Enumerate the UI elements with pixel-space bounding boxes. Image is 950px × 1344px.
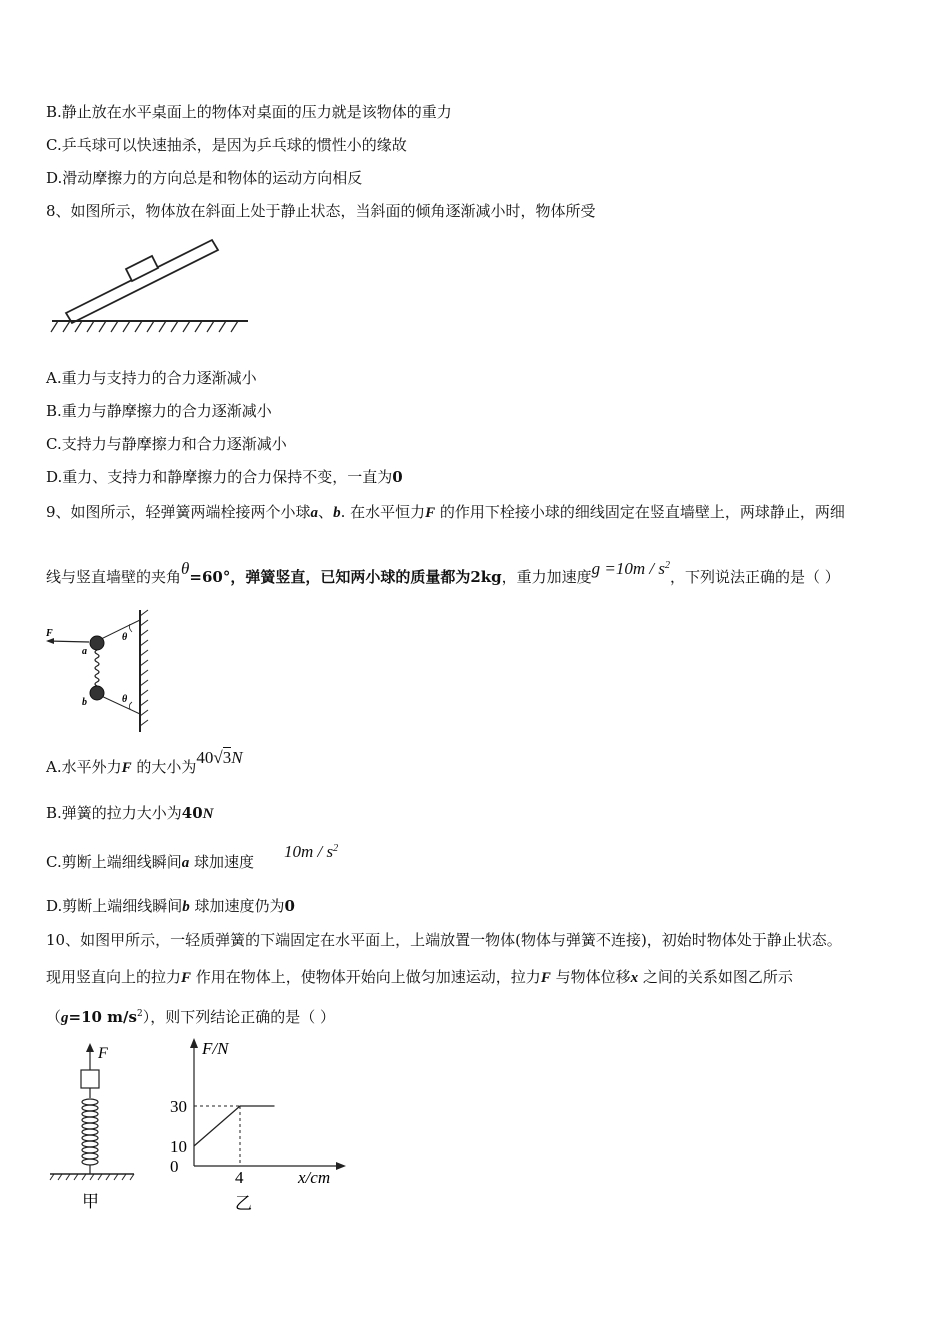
q8-option-c: C.支持力与静摩擦力和合力逐渐减小 — [46, 435, 287, 453]
incline-figure — [48, 236, 254, 336]
x-axis-label: x/cm — [298, 1168, 331, 1187]
yi-caption: 乙 — [235, 1194, 252, 1213]
y-tick-label: 0 — [170, 1157, 179, 1176]
q8-option-b: B.重力与静摩擦力的合力逐渐减小 — [46, 402, 272, 420]
q7-option-d: D.滑动摩擦力的方向总是和物体的运动方向相反 — [46, 169, 363, 187]
q10-stem-line2: 现用竖直向上的拉力F 作用在物体上，使物体开始向上做匀加速运动，拉力F 与物体位移x 之间的关系如图乙所示 — [46, 968, 793, 986]
q9-option-b: B.弹簧的拉力大小为40N — [46, 804, 214, 822]
spring-balls-figure — [40, 606, 160, 736]
q9-stem-line1: 9、如图所示，轻弹簧两端栓接两个小球a、b. 在水平恒力F 的作用下栓接小球的细线固定在竖直墙壁上，两球静止，两细 — [46, 503, 845, 521]
y-axis-label: F/N — [202, 1039, 229, 1058]
q7-option-b: B.静止放在水平桌面上的物体对桌面的压力就是该物体的重力 — [46, 103, 452, 121]
fig-label-theta-bottom: θ — [122, 694, 128, 705]
fig-label-b: b — [82, 697, 87, 708]
q9-option-c: C.剪断上端细线瞬间a 球加速度$10m / s^2$ — [46, 842, 339, 871]
x-tick-label: 4 — [235, 1168, 244, 1187]
q8-option-d: D.重力、支持力和静摩擦力的合力保持不变，一直为0 — [46, 468, 403, 486]
q9-stem-line2: 线与竖直墙壁的夹角θ=60°，弹簧竖直，已知两小球的质量都为2kg，重力加速度$g =10m / s^2$，下列说法正确的是（ ） — [46, 559, 840, 586]
q8-option-a: A.重力与支持力的合力逐渐减小 — [46, 369, 257, 387]
q8-stem: 8、如图所示，物体放在斜面上处于静止状态，当斜面的倾角逐渐减小时，物体所受 — [46, 202, 596, 220]
fig-label-theta-top: θ — [122, 632, 128, 643]
y-tick-label: 10 — [170, 1137, 187, 1156]
y-tick-label: 30 — [170, 1097, 187, 1116]
q10-stem-line1: 10、如图甲所示，一轻质弹簧的下端固定在水平面上，上端放置一物体(物体与弹簧不连接)，初始时物体处于静止状态。 — [46, 931, 842, 949]
force-displacement-chart — [160, 1034, 360, 1218]
q7-option-c: C.乒乓球可以快速抽杀，是因为乒乓球的惯性小的缘故 — [46, 136, 407, 154]
force-series-line — [194, 1106, 275, 1146]
spring-block-figure — [44, 1040, 140, 1216]
jia-caption: 甲 — [82, 1192, 99, 1211]
fig-label-a: a — [82, 646, 87, 657]
q9-option-a: A.水平外力F 的大小为40√3N — [46, 748, 243, 776]
jia-force-label: F — [98, 1045, 108, 1062]
q10-stem-line3: （g=10 $m/s^2$），则下列结论正确的是（ ） — [46, 1008, 335, 1026]
fig-label-f: F — [46, 628, 53, 639]
q9-option-d: D.剪断上端细线瞬间b 球加速度仍为0 — [46, 897, 295, 915]
